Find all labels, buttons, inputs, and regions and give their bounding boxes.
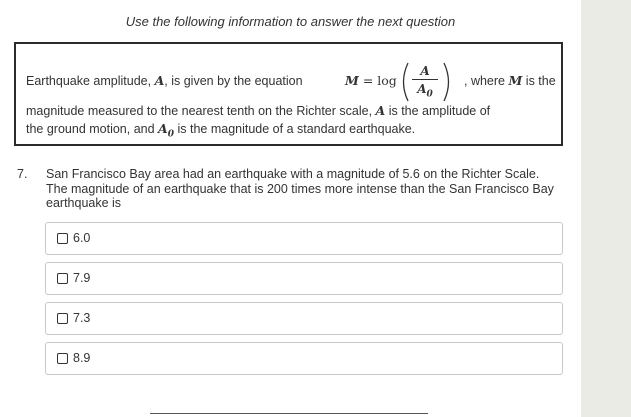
question-text: San Francisco Bay area had an earthquake with a magnitude of 5.6 on the Richter Scale. The magnitude of an earthquake that is 200 times more intense than the San Francisco Bay earthquake is <box>46 167 554 210</box>
answer-option-3[interactable] <box>45 302 563 335</box>
fraction-group <box>398 62 458 102</box>
intro-instruction: Use the following information to answer the next question <box>125 14 456 29</box>
fraction-den-var: A <box>417 82 427 96</box>
info-text: is the magnitude of a standard earthquake. <box>174 122 416 136</box>
info-text-line1-end <box>464 73 556 88</box>
info-text: magnitude measured to the nearest tenth on the Richter scale, <box>26 104 376 118</box>
answer-option-1[interactable] <box>45 222 563 255</box>
info-text: is the <box>522 74 556 88</box>
info-text: is the amplitude of <box>385 104 491 118</box>
info-box <box>14 42 563 146</box>
info-text: the ground motion, and <box>26 122 159 136</box>
info-text: , where <box>464 74 509 88</box>
option-label: 6.0 <box>73 231 91 245</box>
checkbox[interactable] <box>57 313 68 324</box>
right-paren-icon <box>442 62 454 102</box>
answer-option-4[interactable] <box>45 342 563 375</box>
info-text: Earthquake amplitude, <box>26 74 155 88</box>
fraction-numerator: A <box>420 64 430 78</box>
fraction <box>410 64 440 100</box>
side-panel <box>581 0 631 417</box>
var-a0-sub: 0 <box>167 129 175 140</box>
bottom-divider <box>150 413 428 414</box>
fraction-denominator <box>410 81 440 100</box>
option-label: 7.9 <box>73 271 91 285</box>
option-label: 7.3 <box>73 311 91 325</box>
equation-line <box>26 62 556 102</box>
answer-option-2[interactable] <box>45 262 563 295</box>
info-text-body <box>26 102 556 144</box>
var-m: M <box>508 73 523 88</box>
var-a0 <box>158 121 175 140</box>
equation-log: = log <box>358 73 397 88</box>
fraction-den-sub: 0 <box>426 89 433 100</box>
left-paren-icon <box>398 62 410 102</box>
info-text-line1 <box>26 73 303 88</box>
option-label: 8.9 <box>73 351 91 365</box>
var-m: M <box>345 73 359 88</box>
equation <box>345 73 397 88</box>
checkbox[interactable] <box>57 353 68 364</box>
fraction-bar <box>412 79 438 80</box>
var-a: A <box>375 103 386 118</box>
var-a0-letter: A <box>158 121 168 136</box>
info-text: , is given by the equation <box>164 74 303 88</box>
checkbox[interactable] <box>57 273 68 284</box>
checkbox[interactable] <box>57 233 68 244</box>
question-number: 7. <box>17 167 28 181</box>
var-a: A <box>154 73 165 88</box>
